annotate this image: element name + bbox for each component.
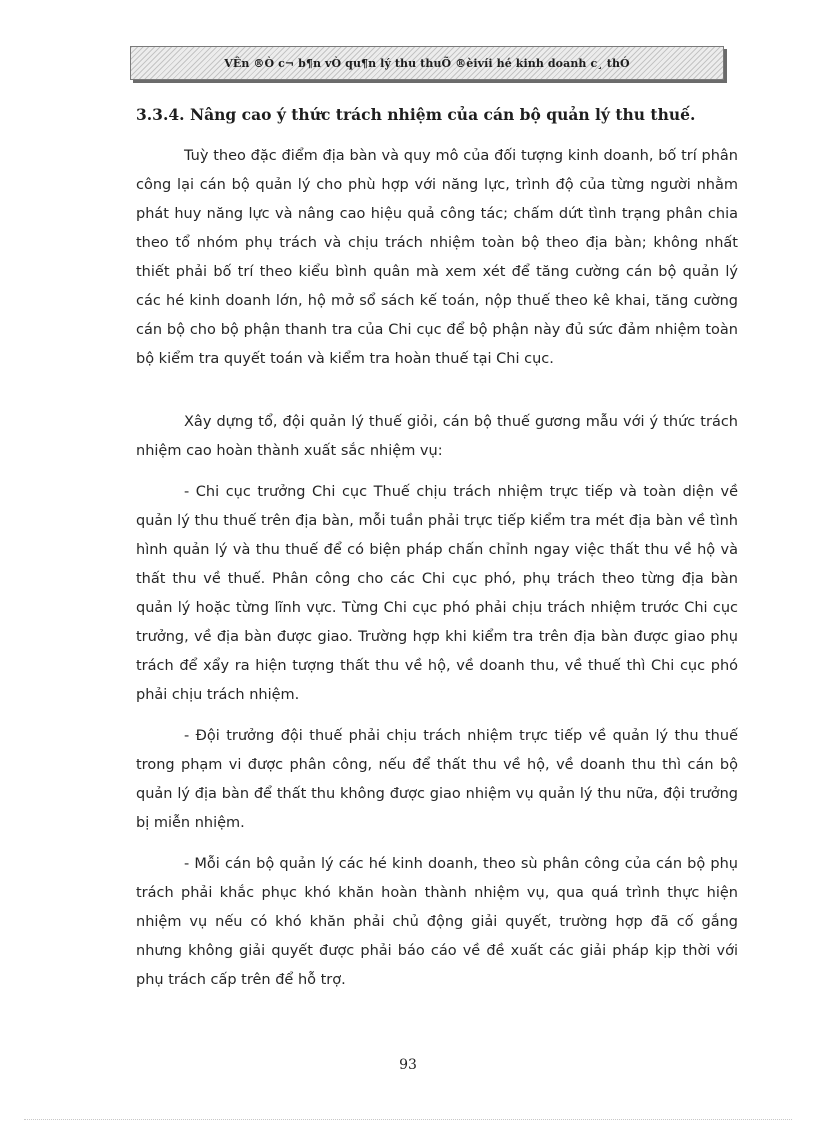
paragraph-team-building: Xây dựng tổ, đội quản lý thuế giỏi, cán bộ thuế gương mẫu với ý thức trách nhiệm cao hoàn thành xuất sắc nhiệm vụ: [136,414,738,459]
paragraph-spacer [136,374,738,408]
paragraph-officer-duty: - Mỗi cán bộ quản lý các hé kinh doanh, theo sù phân công của cán bộ phụ trách phải khắc phục khó khăn hoàn thành nhiệm vụ, qua quá trình thực hiện nhiệm vụ nếu có khó khăn phải chủ động giải quyết, trường hợp đã cố gắng nhưng không giải quyết được phải báo cáo về đề xuất các giải pháp kịp thời với phụ trách cấp trên để hỗ trợ. [136,856,738,988]
document-body [136,105,738,995]
running-header [130,46,724,80]
paragraph-branch-head-duty: - Chi cục trưởng Chi cục Thuế chịu trách nhiệm trực tiếp và toàn diện về quản lý thu thuế trên địa bàn, mỗi tuần phải trực tiếp kiểm tra mét địa bàn về tình hình quản lý và thu thuế để có biện pháp chấn chỉnh ngay việc thất thu về hộ và thất thu về thuế. Phân công cho các Chi cục phó, phụ trách theo từng địa bàn quản lý hoặc từng lĩnh vực. Từng Chi cục phó phải chịu trách nhiệm trước Chi cục trưởng, về địa bàn được giao. Trường hợp khi kiểm tra trên địa bàn được giao phụ trách để xẩy ra hiện tượng thất thu về hộ, về doanh thu, về thuế thì Chi cục phó phải chịu trách nhiệm. [136,484,738,703]
paragraph-staff-assignment: Tuỳ theo đặc điểm địa bàn và quy mô của đối tượng kinh doanh, bố trí phân công lại cán bộ quản lý cho phù hợp với năng lực, trình độ của từng người nhằm phát huy năng lực và nâng cao hiệu quả công tác; chấm dứt tình trạng phân chia theo tổ nhóm phụ trách và chịu trách nhiệm toàn bộ theo địa bàn; không nhất thiết phải bố trí theo kiểu bình quân mà xem xét để tăng cường cán bộ quản lý các hé kinh doanh lớn, hộ mở sổ sách kế toán, nộp thuế theo kê khai, tăng cường cán bộ cho bộ phận thanh tra của Chi cục để bộ phận này đủ sức đảm nhiệm toàn bộ kiểm tra quyết toán và kiểm tra hoàn thuế tại Chi cục. [136,148,738,367]
paragraph-spacer [136,466,738,478]
paragraph-spacer [136,838,738,850]
running-header-title: VÊn ®Ò c¬ b¶n vÒ qu¶n lý thu thuÕ ®èivíi hé kinh doanh c¸ thÓ [224,57,630,70]
paragraph-spacer [136,710,738,722]
page-bottom-divider [24,1119,792,1120]
page-number: 93 [399,1057,417,1073]
paragraph-team-leader-duty: - Đội trưởng đội thuế phải chịu trách nhiệm trực tiếp về quản lý thu thuế trong phạm vi được phân công, nếu để thất thu về hộ, về doanh thu thì cán bộ quản lý địa bàn để thất thu không được giao nhiệm vụ quản lý thu nữa, đội trưởng bị miễn nhiệm. [136,728,738,831]
section-heading: 3.3.4. Nâng cao ý thức trách nhiệm của cán bộ quản lý thu thuế. [136,105,696,124]
